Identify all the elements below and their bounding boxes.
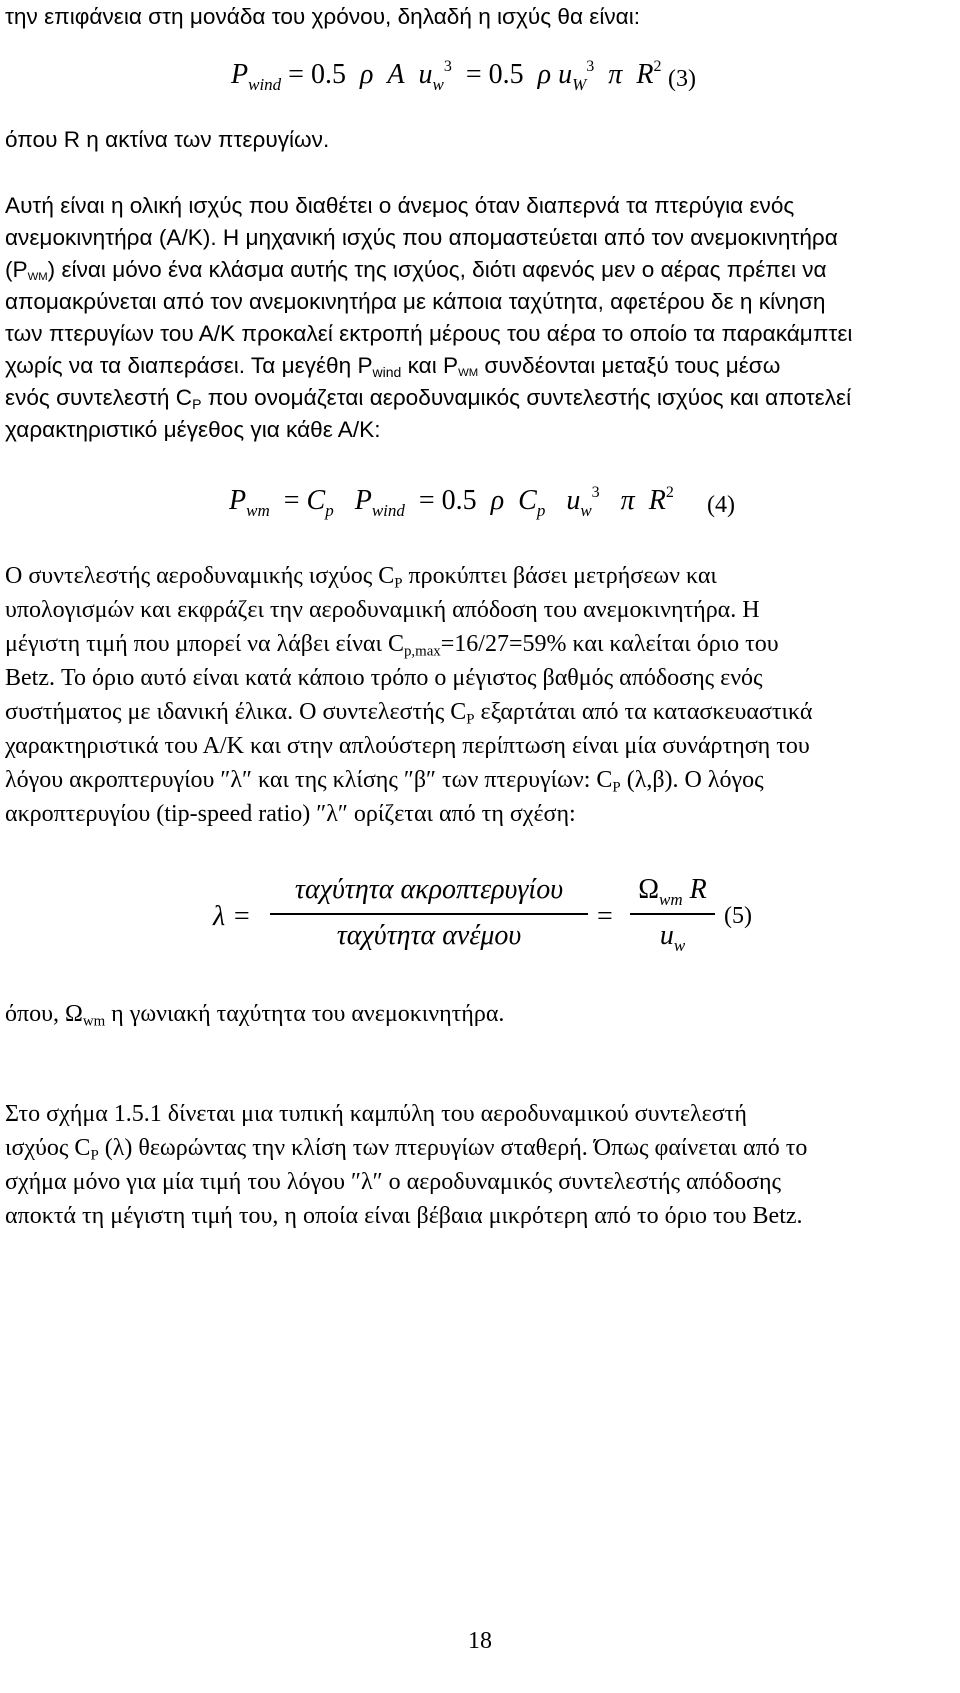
text-line: όπου R η ακτίνα των πτερυγίων. <box>5 127 330 152</box>
equation-number: (4) <box>707 492 735 518</box>
text-line: ακροπτερυγίου (tip-speed ratio) ″λ″ ορίζεται από τη σχέση: <box>5 801 576 827</box>
text-line: ισχύος $C_P$ (λ) θεωρώντας την κλίση των πτερυγίων σταθερή. Όπως φαίνεται από το <box>5 1135 808 1164</box>
fraction-bar <box>270 913 588 915</box>
text-line: ανεμοκινητήρα (Α/Κ). Η μηχανική ισχύς που απομαστεύεται από τον ανεμοκινητήρα <box>5 225 838 250</box>
text-line: υπολογισμών και εκφράζει την αεροδυναμική απόδοση του ανεμοκινητήρα. Η <box>5 597 760 623</box>
text-line: λόγου ακροπτερυγίου ″λ″ και της κλίσης ″β″ των πτερυγίων: $C_P$ (λ,β). Ο λόγος <box>5 767 764 796</box>
equation-number: (3) <box>668 66 696 92</box>
text-line: μέγιστη τιμή που μπορεί να λάβει είναι $C_{p,max}=16/27=59\%$ και καλείται όριο του <box>5 631 779 660</box>
text-line: απομακρύνεται από τον ανεμοκινητήρα με κάποια ταχύτητα, αφετέρου δε η κίνηση <box>5 289 826 314</box>
equation-4: $P_{wm} = C_p$ $P_{wind} = 0.5$ ρ $C_p$ $u_w^3$ π $R^2$ <box>229 484 674 520</box>
equation-5-numerator-2: $\Omega_{wm}$ R <box>638 874 707 909</box>
text-line: (PWM) είναι μόνο ένα κλάσμα αυτής της ισχύος, διότι αφενός μεν ο αέρας πρέπει να <box>5 257 827 283</box>
equation-number: (5) <box>724 903 752 929</box>
text-line: σχήμα μόνο για μία τιμή του λόγου ″λ″ ο αεροδυναμικός συντελεστής απόδοσης <box>5 1169 782 1195</box>
text-line: Ο συντελεστής αεροδυναμικής ισχύος $C_P$ προκύπτει βάσει μετρήσεων και <box>5 563 717 592</box>
equation-5-numerator-1: ταχύτητα ακροπτερυγίου <box>294 874 564 905</box>
equation-5-lhs: λ = <box>213 901 252 932</box>
text-line: συστήματος με ιδανική έλικα. Ο συντελεστής $C_P$ εξαρτάται από τα κατασκευαστικά <box>5 699 813 728</box>
text-line: Betz. Το όριο αυτό είναι κατά κάποιο τρόπο ο μέγιστος βαθμός απόδοσης ενός <box>5 665 763 691</box>
text-line: όπου, $\Omega_{wm}$ η γωνιακή ταχύτητα του ανεμοκινητήρα. <box>5 1001 505 1030</box>
text-line: χαρακτηριστικά του Α/Κ και στην απλούστερη περίπτωση είναι μία συνάρτηση του <box>5 733 810 759</box>
equation-3: $P_{wind} = 0.5$ ρ A $u_w^3 = 0.5$ ρ $u_W^3$ π $R^2$ <box>231 58 662 94</box>
equation-5-equals: = <box>597 901 613 932</box>
fraction-bar <box>630 913 715 915</box>
text-line: των πτερυγίων του Α/Κ προκαλεί εκτροπή μέρους του αέρα το οποίο τα παρακάμπτει <box>5 321 853 346</box>
equation-5-denominator-2: $u_w$ <box>659 920 686 955</box>
text-line: χαρακτηριστικό μέγεθος για κάθε Α/Κ: <box>5 417 381 442</box>
equation-5-denominator-1: ταχύτητα ανέμου <box>336 920 522 951</box>
text-line: αποκτά τη μέγιστη τιμή του, η οποία είναι βέβαια μικρότερη από το όριο του Betz. <box>5 1203 803 1229</box>
text-line: ενός συντελεστή $C_P$ που ονομάζεται αεροδυναμικός συντελεστής ισχύος και αποτελεί <box>5 385 852 413</box>
text-line: Στο σχήμα 1.5.1 δίνεται μια τυπική καμπύλη του αεροδυναμικού συντελεστή <box>5 1101 747 1127</box>
text-line: Αυτή είναι η ολική ισχύς που διαθέτει ο άνεμος όταν διαπερνά τα πτερύγια ενός <box>5 193 795 218</box>
page-number: 18 <box>468 1628 492 1654</box>
text-line: την επιφάνεια στη μονάδα του χρόνου, δηλαδή η ισχύς θα είναι: <box>5 4 641 29</box>
text-line: χωρίς να τα διαπεράσει. Τα μεγέθη $P_{wind}$ και PWM συνδέονται μεταξύ τους μέσω <box>5 353 781 381</box>
